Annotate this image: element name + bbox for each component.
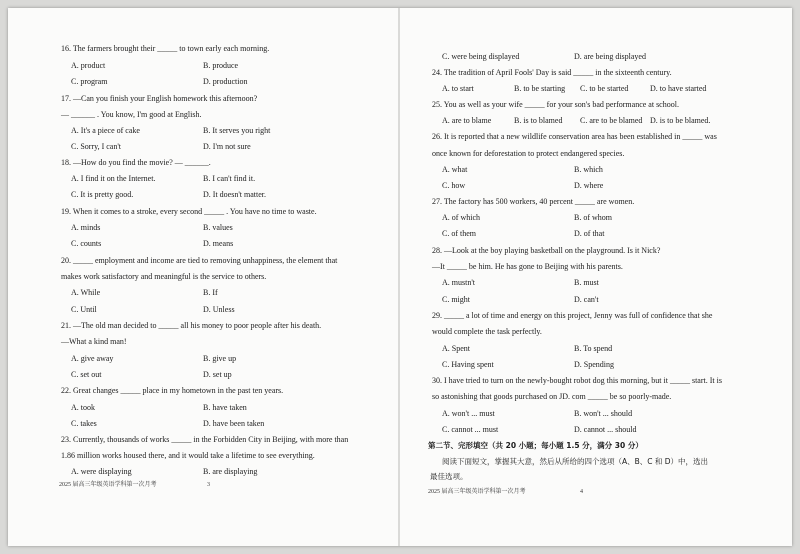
q16-stem: 16. The farmers brought their _____ to town early each morning. [61, 44, 270, 53]
q19-option-d: D. means [203, 239, 234, 248]
q22-option-d: D. have been taken [203, 419, 265, 428]
q16-option-c: C. program [71, 77, 108, 86]
q17-option-b: B. It serves you right [203, 126, 271, 135]
q23-option-a: A. were displaying [71, 467, 132, 476]
q26-option-c: C. how [442, 181, 466, 190]
q24-stem: 24. The tradition of April Fools' Day is said _____ in the sixteenth century. [432, 68, 672, 77]
q30-stem: 30. I have tried to turn on the newly-bought robot dog this morning, but it _____ start. It is [432, 376, 722, 385]
q27-option-c: C. of them [442, 229, 476, 238]
q18-option-d: D. It doesn't matter. [203, 190, 266, 199]
q16-option-b: B. produce [203, 61, 239, 70]
q20-option-d: D. Unless [203, 305, 235, 314]
section-title-cloze: 第二节、完形填空（共 20 小题；每小题 1.5 分，满分 30 分） [428, 441, 643, 450]
q21-option-b: B. give up [203, 354, 237, 363]
q20-stem-2: makes work satisfactory and meaningful is the service to others. [61, 272, 267, 281]
q21-stem-2: —What a kind man! [61, 337, 127, 346]
q30-option-a: A. won't ... must [442, 409, 495, 418]
q29-stem-2: would complete the task perfectly. [432, 327, 542, 336]
q22-option-b: B. have taken [203, 403, 247, 412]
q21-option-d: D. set up [203, 370, 232, 379]
q16-option-d: D. production [203, 77, 248, 86]
q17-option-d: D. I'm not sure [203, 142, 251, 151]
q28-option-b: B. must [574, 278, 599, 287]
q20-option-b: B. If [203, 288, 218, 297]
q24-option-a: A. to start [442, 84, 474, 93]
q26-option-d: D. where [574, 181, 604, 190]
q29-option-b: B. To spend [574, 344, 613, 353]
q20-stem: 20. _____ employment and income are tied to removing unhappiness, the element that [61, 256, 338, 265]
q26-option-b: B. which [574, 165, 603, 174]
q20-option-c: C. Until [71, 305, 97, 314]
q21-option-c: C. set out [71, 370, 102, 379]
q19-option-b: B. values [203, 223, 233, 232]
q25-option-c: C. are to be blamed [580, 116, 643, 125]
q29-option-c: C. Having spent [442, 360, 494, 369]
q24-option-d: D. to have started [650, 84, 707, 93]
q24-option-b: B. to be starting [514, 84, 566, 93]
q23-stem-2: 1.86 million works housed there, and it would take a lifetime to see everything. [61, 451, 315, 460]
q18-option-a: A. I find it on the Internet. [71, 174, 156, 183]
q27-stem: 27. The factory has 500 workers, 40 percent _____ are women. [432, 197, 635, 206]
q17-stem-2: — ______ . You know, I'm good at English. [61, 110, 202, 119]
q18-stem: 18. —How do you find the movie? — ______. [61, 158, 211, 167]
page-fold [398, 8, 400, 546]
q19-option-c: C. counts [71, 239, 102, 248]
q22-option-a: A. took [71, 403, 95, 412]
q26-option-a: A. what [442, 165, 468, 174]
q30-option-c: C. cannot ... must [442, 425, 499, 434]
cloze-instruction-2: 最佳选项。 [430, 472, 468, 481]
q28-option-c: C. might [442, 295, 471, 304]
q29-option-d: D. Spending [574, 360, 614, 369]
q29-option-a: A. Spent [442, 344, 470, 353]
q19-stem: 19. When it comes to a stroke, every second _____ . You have no time to waste. [61, 207, 317, 216]
page-number: 3 [207, 482, 210, 488]
q25-option-a: A. are to blame [442, 116, 492, 125]
q27-option-a: A. of which [442, 213, 480, 222]
q28-stem-2: —It _____ be him. He has gone to Beijing with his parents. [432, 262, 623, 271]
q20-option-a: A. While [71, 288, 101, 297]
footer-exam-title: 2025 届高三年级英语学科第一次月考 [428, 489, 526, 495]
q26-stem-2: once known for deforestation to protect endangered species. [432, 149, 625, 158]
q25-stem: 25. You as well as your wife _____ for your son's bad performance at school. [432, 100, 679, 109]
q27-option-d: D. of that [574, 229, 605, 238]
page-number: 4 [580, 489, 583, 495]
q16-option-a: A. product [71, 61, 106, 70]
q25-option-d: D. is to be blamed. [650, 116, 711, 125]
q25-option-b: B. is to blamed [514, 116, 563, 125]
q28-option-d: D. can't [574, 295, 599, 304]
q17-option-a: A. It's a piece of cake [71, 126, 140, 135]
q23-option-d: D. are being displayed [574, 52, 646, 61]
q17-stem: 17. —Can you finish your English homework this afternoon? [61, 94, 258, 103]
q21-stem: 21. —The old man decided to _____ all his money to poor people after his death. [61, 321, 322, 330]
q21-option-a: A. give away [71, 354, 114, 363]
q30-option-d: D. cannot ... should [574, 425, 637, 434]
q17-option-c: C. Sorry, I can't [71, 142, 122, 151]
q22-stem: 22. Great changes _____ place in my hometown in the past ten years. [61, 386, 284, 395]
q26-stem: 26. It is reported that a new wildlife conservation area has been established in _____ was [432, 132, 717, 141]
q23-stem: 23. Currently, thousands of works _____ in the Forbidden City in Beijing, with more than [61, 435, 349, 444]
q18-option-b: B. I can't find it. [203, 174, 256, 183]
q30-option-b: B. won't ... should [574, 409, 633, 418]
q27-option-b: B. of whom [574, 213, 612, 222]
q30-stem-2: so astonishing that goods purchased on JD. com _____ be so poorly-made. [432, 392, 672, 401]
footer-exam-title: 2025 届高三年级英语学科第一次月考 [59, 482, 157, 488]
q23-option-c: C. were being displayed [442, 52, 520, 61]
q28-stem: 28. —Look at the boy playing basketball on the playground. Is it Nick? [432, 246, 661, 255]
cloze-instruction: 阅读下面短文，掌握其大意，然后从所给的四个选项（A、B、C 和 D）中，选出 [442, 457, 709, 466]
q19-option-a: A. minds [71, 223, 101, 232]
q24-option-c: C. to be started [580, 84, 629, 93]
q22-option-c: C. takes [71, 419, 97, 428]
q29-stem: 29. _____ a lot of time and energy on this project, Jenny was full of confidence that she [432, 311, 713, 320]
q18-option-c: C. It is pretty good. [71, 190, 134, 199]
q28-option-a: A. mustn't [442, 278, 475, 287]
q23-option-b: B. are displaying [203, 467, 258, 476]
